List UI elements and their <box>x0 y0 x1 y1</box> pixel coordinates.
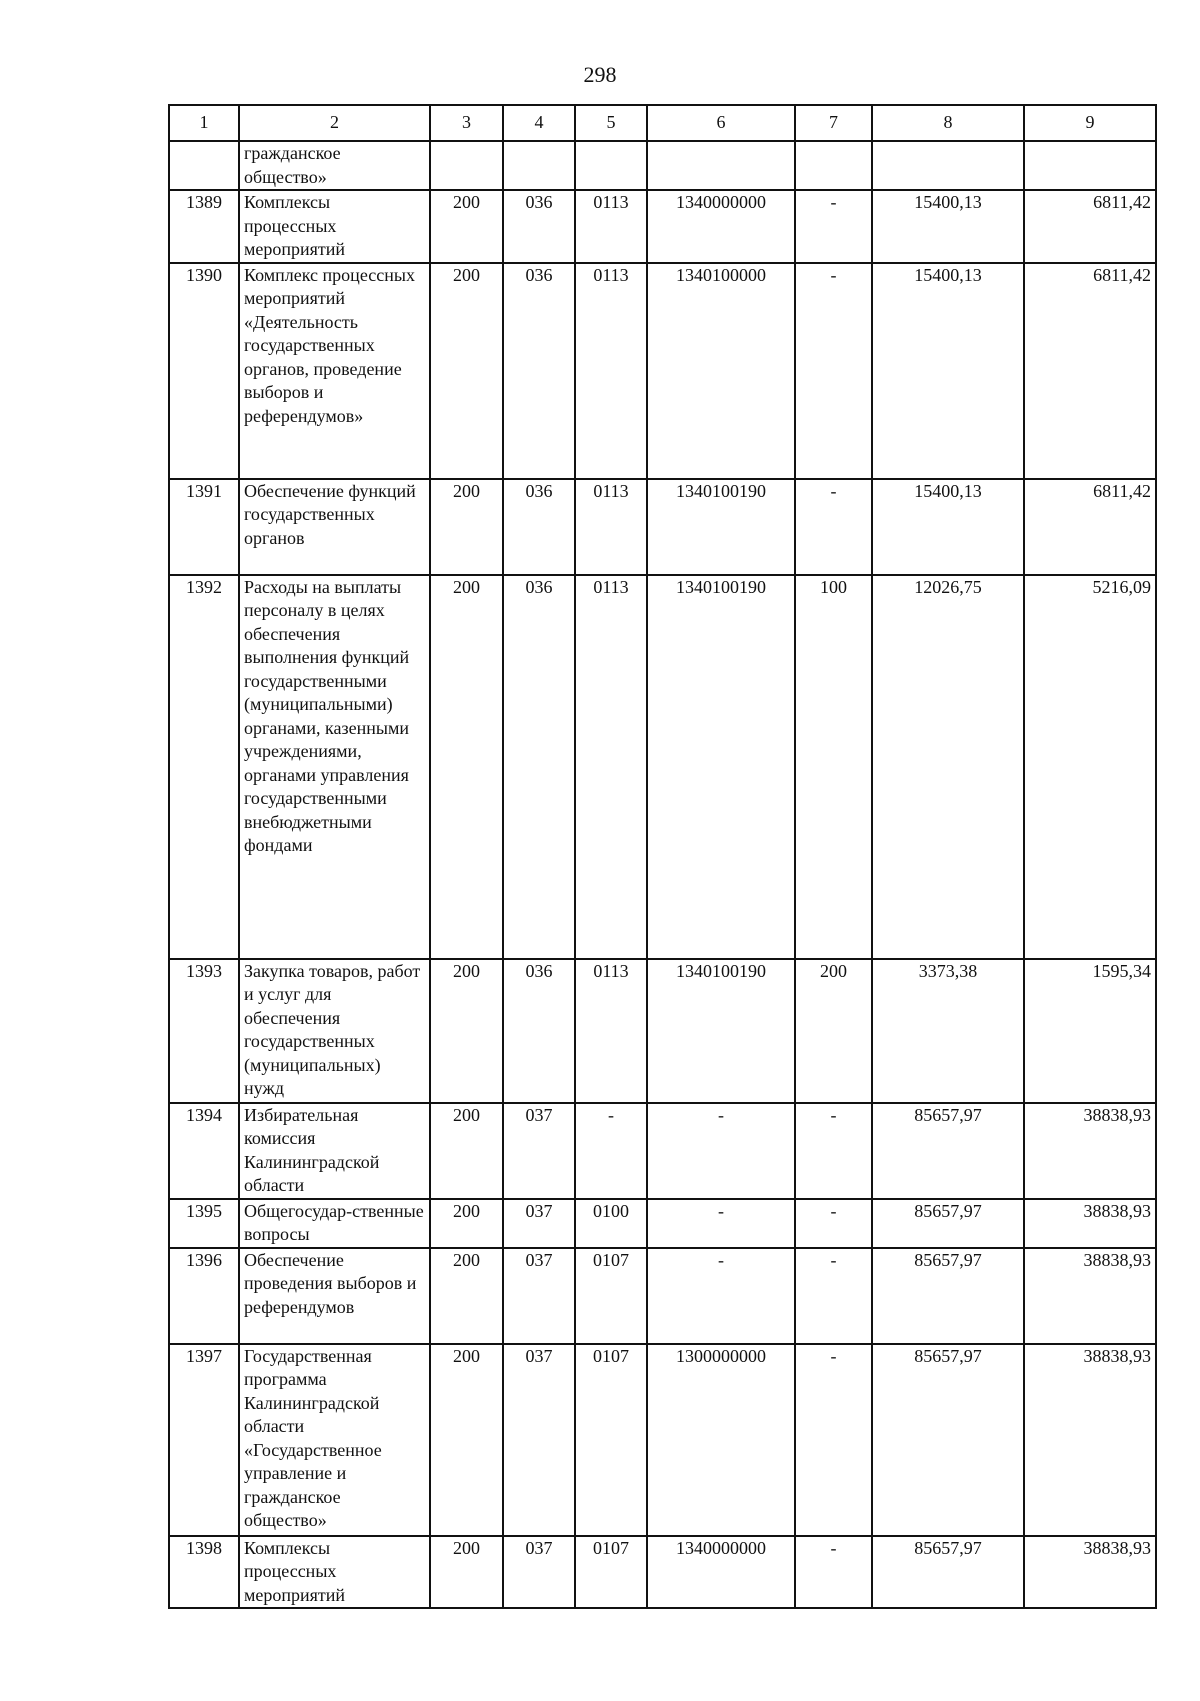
row-col5-cell: 0107 <box>575 1344 647 1536</box>
header-col-9: 9 <box>1024 105 1156 141</box>
header-col-1: 1 <box>169 105 239 141</box>
row-number-cell: 1393 <box>169 959 239 1103</box>
row-col6-cell: 1300000000 <box>647 1344 795 1536</box>
row-number-cell: 1398 <box>169 1536 239 1609</box>
table-row <box>169 479 1156 575</box>
row-col5-cell: 0113 <box>575 575 647 959</box>
table-row <box>169 1248 1156 1344</box>
row-col8-amount-cell: 15400,13 <box>872 190 1024 263</box>
row-col3-cell: 200 <box>430 575 503 959</box>
row-col6-cell: 1340100190 <box>647 479 795 575</box>
row-col5-cell: 0107 <box>575 1248 647 1344</box>
table-header <box>169 105 1156 141</box>
header-row <box>169 105 1156 141</box>
row-col8-amount-cell: 12026,75 <box>872 575 1024 959</box>
row-col4-cell: 037 <box>503 1344 575 1536</box>
row-col5-cell: 0113 <box>575 263 647 479</box>
row-col8-amount-cell: 85657,97 <box>872 1248 1024 1344</box>
row-name-cell: Государственная программа Калининградской области «Государственное управление и гражданское общество» <box>239 1344 430 1536</box>
row-col7-cell: - <box>795 1199 872 1248</box>
header-col-3: 3 <box>430 105 503 141</box>
row-col9-amount-cell: 38838,93 <box>1024 1103 1156 1199</box>
row-col9-amount-cell: 5216,09 <box>1024 575 1156 959</box>
row-name-cell: Комплексы процессных мероприятий <box>239 190 430 263</box>
header-col-5: 5 <box>575 105 647 141</box>
row-name-cell: Закупка товаров, работ и услуг для обеспечения государственных (муниципальных) нужд <box>239 959 430 1103</box>
row-col6-cell: 1340100190 <box>647 959 795 1103</box>
row-number-cell: 1389 <box>169 190 239 263</box>
header-col-2: 2 <box>239 105 430 141</box>
row-number-cell: 1394 <box>169 1103 239 1199</box>
table-row <box>169 1344 1156 1536</box>
row-col5-cell: 0113 <box>575 479 647 575</box>
row-col3-cell: 200 <box>430 263 503 479</box>
row-col4-cell: 036 <box>503 575 575 959</box>
row-col6-cell: 1340100190 <box>647 575 795 959</box>
row-col7-cell <box>795 141 872 190</box>
header-col-4: 4 <box>503 105 575 141</box>
table-body <box>169 141 1156 1608</box>
row-col5-cell: 0113 <box>575 959 647 1103</box>
row-col8-amount-cell: 85657,97 <box>872 1344 1024 1536</box>
row-number-cell: 1396 <box>169 1248 239 1344</box>
row-col5-cell: 0107 <box>575 1536 647 1609</box>
header-col-8: 8 <box>872 105 1024 141</box>
row-col8-amount-cell: 15400,13 <box>872 263 1024 479</box>
row-col8-amount-cell: 85657,97 <box>872 1199 1024 1248</box>
page-number: 298 <box>583 62 617 87</box>
table-row <box>169 1199 1156 1248</box>
budget-table <box>168 104 1157 1609</box>
row-col6-cell: - <box>647 1103 795 1199</box>
row-col7-cell: 100 <box>795 575 872 959</box>
row-col7-cell: 200 <box>795 959 872 1103</box>
row-name-cell: Избирательная комиссия Калининградской области <box>239 1103 430 1199</box>
row-number-cell: 1397 <box>169 1344 239 1536</box>
row-col9-amount-cell: 1595,34 <box>1024 959 1156 1103</box>
row-col8-amount-cell: 85657,97 <box>872 1103 1024 1199</box>
row-col4-cell: 037 <box>503 1103 575 1199</box>
row-number-cell: 1390 <box>169 263 239 479</box>
row-col9-amount-cell <box>1024 141 1156 190</box>
header-col-7: 7 <box>795 105 872 141</box>
row-col3-cell: 200 <box>430 959 503 1103</box>
row-name-cell: Обеспечение проведения выборов и референдумов <box>239 1248 430 1344</box>
row-col3-cell: 200 <box>430 1103 503 1199</box>
row-name-cell: Общегосудар-ственные вопросы <box>239 1199 430 1248</box>
row-col4-cell: 036 <box>503 479 575 575</box>
row-col9-amount-cell: 38838,93 <box>1024 1248 1156 1344</box>
row-name-cell: Обеспечение функций государственных органов <box>239 479 430 575</box>
table-row <box>169 1536 1156 1609</box>
row-name-cell: Комплексы процессных мероприятий <box>239 1536 430 1609</box>
row-name-cell: гражданское общество» <box>239 141 430 190</box>
header-col-6: 6 <box>647 105 795 141</box>
row-col9-amount-cell: 38838,93 <box>1024 1536 1156 1609</box>
row-number-cell: 1395 <box>169 1199 239 1248</box>
row-col3-cell: 200 <box>430 1248 503 1344</box>
table-row <box>169 1103 1156 1199</box>
row-col8-amount-cell <box>872 141 1024 190</box>
row-col9-amount-cell: 38838,93 <box>1024 1199 1156 1248</box>
table-row <box>169 190 1156 263</box>
table-row <box>169 959 1156 1103</box>
row-number-cell <box>169 141 239 190</box>
row-col7-cell: - <box>795 479 872 575</box>
row-col7-cell: - <box>795 1536 872 1609</box>
row-col7-cell: - <box>795 1248 872 1344</box>
row-col3-cell: 200 <box>430 1344 503 1536</box>
row-number-cell: 1392 <box>169 575 239 959</box>
row-col4-cell: 037 <box>503 1199 575 1248</box>
row-col6-cell <box>647 141 795 190</box>
table-row <box>169 263 1156 479</box>
row-col5-cell: 0100 <box>575 1199 647 1248</box>
row-col4-cell: 037 <box>503 1248 575 1344</box>
row-col6-cell: 1340000000 <box>647 190 795 263</box>
row-number-cell: 1391 <box>169 479 239 575</box>
row-col9-amount-cell: 6811,42 <box>1024 479 1156 575</box>
row-col5-cell <box>575 141 647 190</box>
row-col4-cell: 036 <box>503 190 575 263</box>
row-col4-cell: 037 <box>503 1536 575 1609</box>
row-col9-amount-cell: 6811,42 <box>1024 263 1156 479</box>
row-col7-cell: - <box>795 1103 872 1199</box>
row-col5-cell: 0113 <box>575 190 647 263</box>
row-col6-cell: 1340000000 <box>647 1536 795 1609</box>
table-row <box>169 575 1156 959</box>
row-col6-cell: - <box>647 1248 795 1344</box>
row-col3-cell: 200 <box>430 479 503 575</box>
row-col3-cell <box>430 141 503 190</box>
row-col5-cell: - <box>575 1103 647 1199</box>
row-col8-amount-cell: 85657,97 <box>872 1536 1024 1609</box>
table-row <box>169 141 1156 190</box>
row-col7-cell: - <box>795 263 872 479</box>
row-col6-cell: - <box>647 1199 795 1248</box>
row-col3-cell: 200 <box>430 1536 503 1609</box>
row-col4-cell <box>503 141 575 190</box>
row-col7-cell: - <box>795 1344 872 1536</box>
row-col8-amount-cell: 15400,13 <box>872 479 1024 575</box>
row-col4-cell: 036 <box>503 959 575 1103</box>
row-col6-cell: 1340100000 <box>647 263 795 479</box>
row-col3-cell: 200 <box>430 1199 503 1248</box>
row-col4-cell: 036 <box>503 263 575 479</box>
row-col9-amount-cell: 38838,93 <box>1024 1344 1156 1536</box>
row-col7-cell: - <box>795 190 872 263</box>
row-col8-amount-cell: 3373,38 <box>872 959 1024 1103</box>
row-name-cell: Расходы на выплаты персоналу в целях обеспечения выполнения функций государственными (муниципальными) органами, казенными учреждениями, органами управления государственными внебюджетными фондами <box>239 575 430 959</box>
row-col3-cell: 200 <box>430 190 503 263</box>
row-col9-amount-cell: 6811,42 <box>1024 190 1156 263</box>
row-name-cell: Комплекс процессных мероприятий «Деятельность государственных органов, проведение выборов и референдумов» <box>239 263 430 479</box>
